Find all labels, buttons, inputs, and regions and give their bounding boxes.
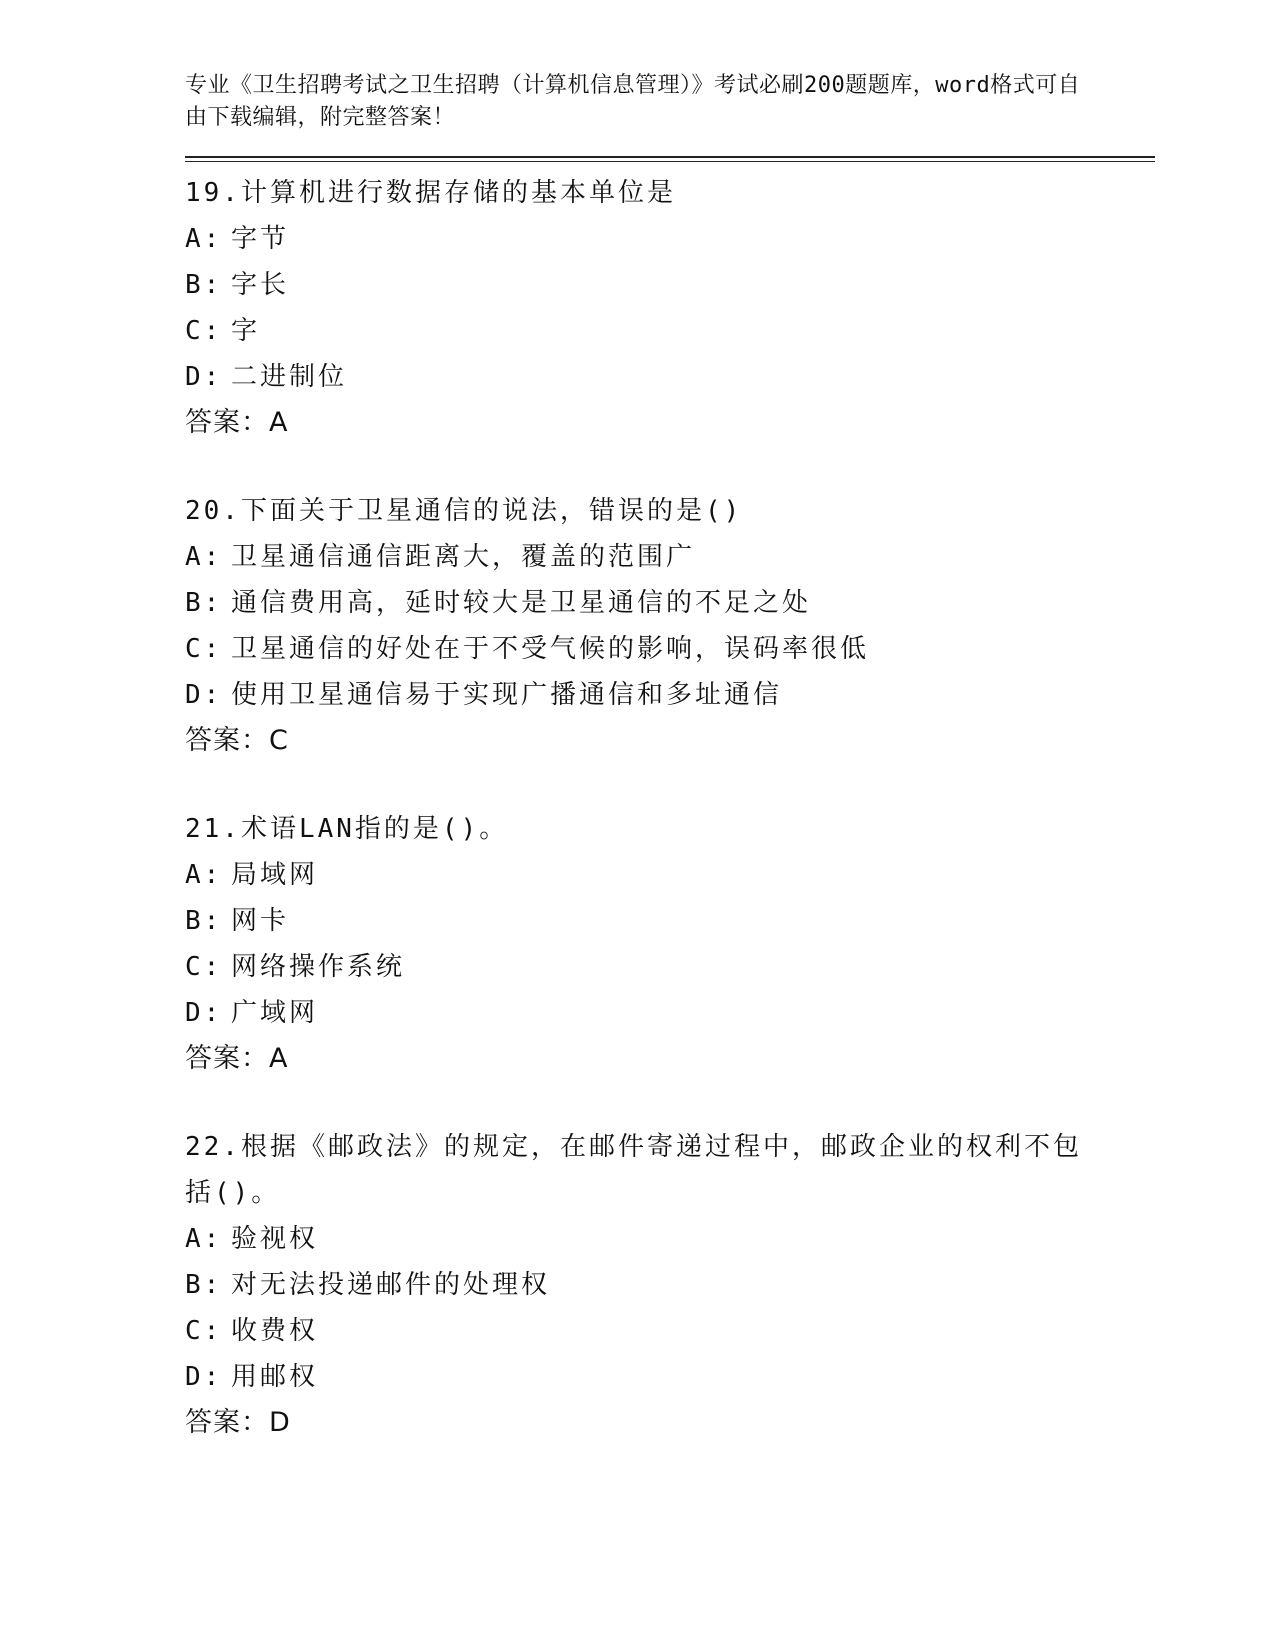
answer-line: 答案：C	[185, 725, 289, 756]
option-letter: A:	[185, 1224, 223, 1254]
option-text: 二进制位	[231, 362, 348, 392]
option-text: 使用卫星通信易于实现广播通信和多址通信	[231, 680, 783, 710]
option-letter: C:	[185, 952, 223, 982]
option-c	[185, 308, 1155, 354]
option-letter: D:	[185, 362, 223, 392]
option-letter: B:	[185, 1270, 223, 1300]
option-text: 卫星通信通信距离大，覆盖的范围广	[231, 542, 696, 572]
option-letter: A:	[185, 224, 223, 254]
option-letter: C:	[185, 1316, 223, 1346]
option-a	[185, 216, 1155, 262]
option-text: 卫星通信的好处在于不受气候的影响，误码率很低	[231, 634, 870, 664]
question-block	[185, 1124, 1155, 1446]
option-text: 字节	[231, 224, 290, 254]
option-d	[185, 672, 1155, 718]
question-block	[185, 170, 1155, 446]
option-letter: B:	[185, 270, 223, 300]
option-text: 网卡	[231, 906, 290, 936]
option-c	[185, 944, 1155, 990]
question-stem: 22.根据《邮政法》的规定，在邮件寄递过程中，邮政企业的权利不包括()。	[185, 1132, 1082, 1208]
option-text: 字	[231, 316, 261, 346]
option-text: 对无法投递邮件的处理权	[231, 1270, 551, 1300]
question-stem: 21.术语LAN指的是()。	[185, 814, 509, 844]
option-b	[185, 262, 1155, 308]
option-text: 验视权	[231, 1224, 319, 1254]
option-letter: D:	[185, 680, 223, 710]
option-b	[185, 898, 1155, 944]
question-stem: 20.下面关于卫星通信的说法，错误的是()	[185, 496, 743, 526]
option-b	[185, 1262, 1155, 1308]
answer-line: 答案：A	[185, 1043, 289, 1074]
option-letter: B:	[185, 906, 223, 936]
answer-line: 答案：A	[185, 407, 289, 438]
option-letter: C:	[185, 634, 223, 664]
option-letter: A:	[185, 860, 223, 890]
option-letter: D:	[185, 1362, 223, 1392]
option-text: 网络操作系统	[231, 952, 406, 982]
document-header-text: 专业《卫生招聘考试之卫生招聘（计算机信息管理）》考试必刷200题题库，word格式可自由下载编辑，附完整答案！	[185, 73, 1081, 130]
option-c	[185, 626, 1155, 672]
answer-line: 答案：D	[185, 1407, 291, 1438]
option-a	[185, 852, 1155, 898]
question-block	[185, 806, 1155, 1082]
document-page	[185, 70, 1155, 1446]
option-letter: D:	[185, 998, 223, 1028]
option-letter: A:	[185, 542, 223, 572]
option-text: 局域网	[231, 860, 319, 890]
option-a	[185, 1216, 1155, 1262]
option-letter: C:	[185, 316, 223, 346]
option-text: 收费权	[231, 1316, 319, 1346]
option-text: 广域网	[231, 998, 319, 1028]
option-c	[185, 1308, 1155, 1354]
option-text: 通信费用高，延时较大是卫星通信的不足之处	[231, 588, 812, 618]
option-a	[185, 534, 1155, 580]
option-text: 字长	[231, 270, 290, 300]
option-d	[185, 354, 1155, 400]
question-stem: 19.计算机进行数据存储的基本单位是	[185, 178, 676, 208]
option-text: 用邮权	[231, 1362, 319, 1392]
option-b	[185, 580, 1155, 626]
header-divider	[185, 156, 1155, 158]
question-block	[185, 488, 1155, 764]
option-d	[185, 1354, 1155, 1400]
option-letter: B:	[185, 588, 223, 618]
option-d	[185, 990, 1155, 1036]
